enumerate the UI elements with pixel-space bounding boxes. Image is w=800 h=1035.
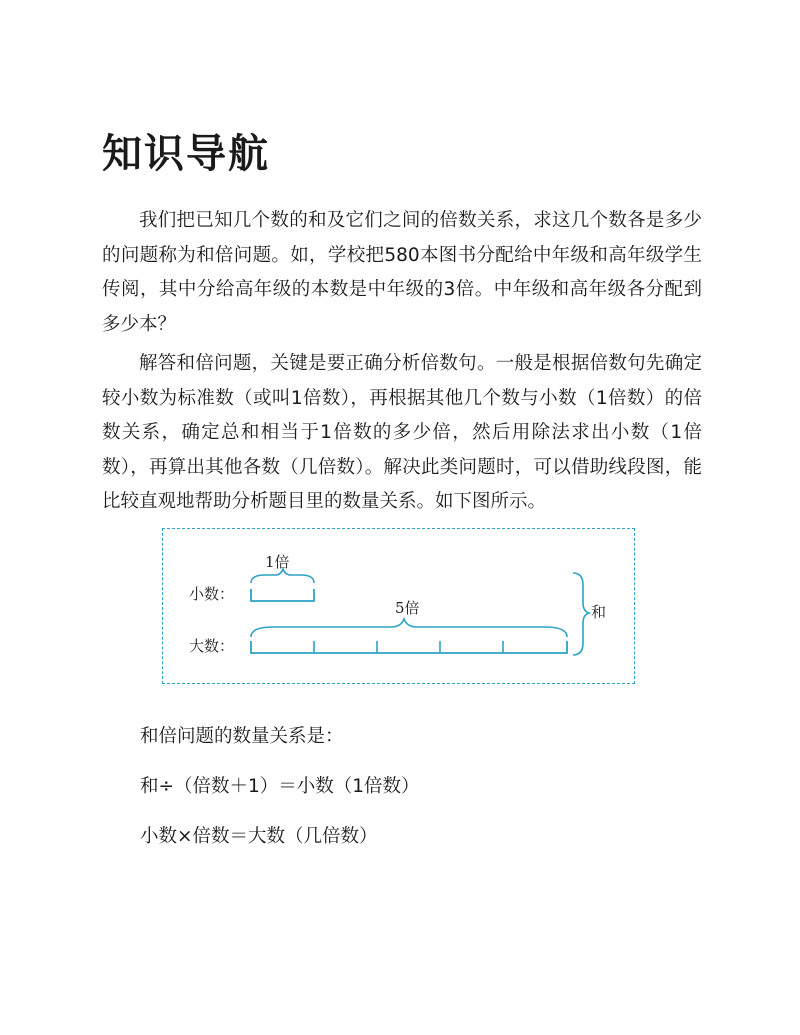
formula-multiple: 小数×倍数＝大数（几倍数） <box>140 826 378 847</box>
five-times-brace <box>251 619 567 637</box>
sum-label: 和 <box>591 603 607 621</box>
sum-brace <box>573 573 589 655</box>
relations-heading: 和倍问题的数量关系是： <box>140 726 344 747</box>
one-times-label: 1倍 <box>265 553 290 571</box>
page-title: 知识导航 <box>102 131 270 177</box>
one-times-brace <box>251 569 314 583</box>
small-number-segment <box>251 589 314 601</box>
formula-sum: 和÷（倍数＋1）＝小数（1倍数） <box>140 776 420 797</box>
diagram-svg <box>163 529 636 685</box>
intro-paragraph: 我们把已知几个数的和及它们之间的倍数关系，求这几个数各是多少的问题称为和倍问题。如，学校把580本图书分配给中年级和高年级学生传阅，其中分给高年级的本数是中年级的3倍。中年级和高年级各分配到多少本？ <box>102 210 702 335</box>
large-number-label: 大数： <box>189 637 235 655</box>
large-number-segment <box>251 641 567 653</box>
method-paragraph: 解答和倍问题，关键是要正确分析倍数句。一般是根据倍数句先确定较小数为标准数（或叫1倍数），再根据其他几个数与小数（1倍数）的倍数关系，确定总和相当于1倍数的多少倍，然后用除法求出小数（1倍数），再算出其他各数（几倍数）。解决此类问题时，可以借助线段图，能比较直观地帮助分析题目里的数量关系。如下图所示。 <box>102 353 702 512</box>
line-segment-diagram <box>162 528 635 684</box>
five-times-label: 5倍 <box>395 599 420 617</box>
small-number-label: 小数： <box>189 585 235 603</box>
